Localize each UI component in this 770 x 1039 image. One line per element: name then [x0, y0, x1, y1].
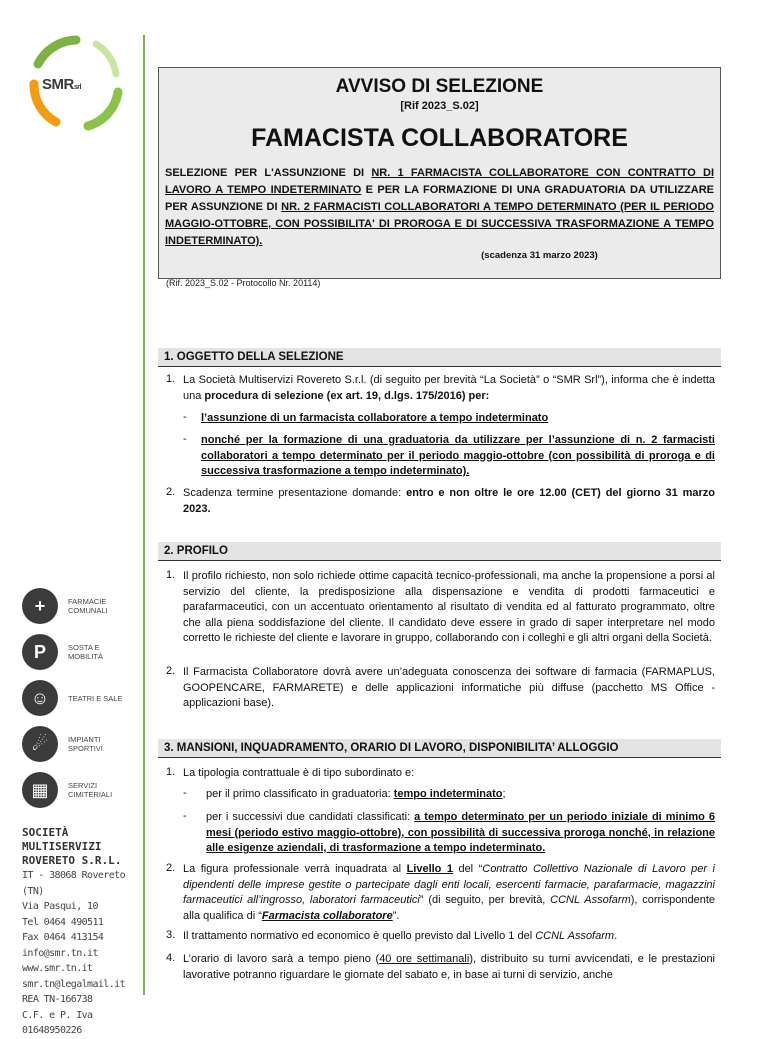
sidebar [0, 0, 145, 1036]
paragraph: Il profilo richiesto, non solo richiede ottime capacità tecnico-professionali, ma anche la propensione a porsi al servizio del cliente, la predisposizione alla dispensazione e vendita di prodotti farmaceutici e parafarmaceutici, con un accentuato orientamento al risultato di vendita ed al fatturato programmato, oltre che alla piena soddisfazione del cliente. Il candidato deve essere in grado di saper interpretare nel modo corretto le richieste del cliente e lavorare in gruppo, collaborando con i colleghi e gli altri organi della Società. [183, 570, 715, 644]
role-title: FAMACISTA COLLABORATORE [251, 124, 628, 152]
logo-text: SMRsrl [42, 76, 81, 93]
page-title: AVVISO DI SELEZIONE [335, 76, 544, 97]
paragraph: Il trattamento normativo ed economico è quello previsto dal Livello 1 del CCNL Assofarm. [183, 930, 618, 942]
selection-description: SELEZIONE PER L'ASSUNZIONE DI NR. 1 FARMACISTA COLLABORATORE CON CONTRATTO DI LAVORO A TEMPO INDETERMINATO E PER LA FORMAZIONE DI UNA GRADUATORIA DA UTILIZZARE PER ASSUNZIONE DI NR. 2 FARMACISTI COLLABORATORI A TEMPO DETERMINATO (PER IL PERIODO MAGGIO-OTTOBRE, CON POSSIBILITA' DI PROROGA E DI SUCCESSIVA TRASFORMAZIONE A TEMPO INDETERMINATO). [165, 167, 714, 247]
theater-masks-icon: ☺ [22, 680, 58, 716]
list-number: 4. [166, 952, 176, 964]
deadline: (scadenza 31 marzo 2023) [481, 250, 598, 261]
list-number: 1. [166, 373, 176, 385]
company-street: Via Pasqui, 10 [22, 901, 98, 912]
section-3-title: 3. MANSIONI, INQUADRAMENTO, ORARIO DI LAVORO, DISPONIBILITA’ ALLOGGIO [158, 739, 721, 758]
paragraph: L’orario di lavoro sarà a tempo pieno (40 ore settimanali), distribuito su turni avvicendati, e le prestazioni lavorative potranno riguardare le giornate del sabato e, in base ai turni di servizio, anche [183, 953, 715, 981]
company-name: ROVERETO S.R.L. [22, 854, 122, 867]
list-number: 2. [166, 486, 176, 498]
service-label: TEATRI E SALE [68, 693, 123, 703]
company-fax: Fax 0464 413154 [22, 932, 104, 943]
list-number: 2. [166, 862, 176, 874]
company-name: SOCIETÀ MULTISERVIZI [22, 826, 102, 853]
company-pec[interactable]: smr.tn@legalmail.it [22, 978, 125, 990]
service-cemetery [22, 772, 128, 808]
section-1-title: 1. OGGETTO DELLA SELEZIONE [158, 348, 721, 367]
service-label: SOSTA E MOBILITÀ [68, 643, 104, 661]
divider [143, 35, 145, 995]
section-2-title: 2. PROFILO [158, 542, 721, 561]
reference-code: [Rif 2023_S.02] [400, 100, 479, 112]
service-sports [22, 726, 128, 762]
list-number: 1. [166, 569, 176, 581]
dash: - [183, 433, 187, 445]
runner-icon: ☄ [22, 726, 58, 762]
dash: - [183, 787, 187, 799]
parking-icon: P [22, 634, 58, 670]
list-number: 3. [166, 929, 176, 941]
paragraph: La figura professionale verrà inquadrata al Livello 1 del “Contratto Collettivo Nazionale di Lavoro per i dipendenti delle imprese gestite o partecipate dagli enti locali, esercenti farmacie, parafarmacie, magazzini farmaceutici all’ingrosso, laboratori farmaceutici” (di seguito, per brevità, CCNL Assofarm), corrispondente alla qualifica di “Farmacista collaboratore”. [183, 863, 715, 922]
company-address: IT - 38068 Rovereto (TN) [22, 870, 125, 897]
company-vat: C.F. e P. Iva 01648950226 [22, 1009, 93, 1036]
service-label: IMPIANTI SPORTIVI [68, 735, 103, 753]
bullet-item: nonché per la formazione di una graduatoria da utilizzare per l’assunzione di n. 2 farmacisti collaboratori a tempo determinato per il periodo maggio-ottobre (con possibilità di proroga e di successiva trasformazione a tempo indeterminato). [201, 434, 715, 477]
service-parking [22, 634, 128, 670]
company-tel: Tel 0464 490511 [22, 916, 104, 928]
bullet-item: l’assunzione di un farmacista collaboratore a tempo indeterminato [201, 412, 549, 424]
bullet-item: per il primo classificato in graduatoria: tempo indeterminato; [206, 788, 506, 800]
bullet-item: per i successivi due candidati classificati: a tempo determinato per un periodo iniziale di minimo 6 mesi (periodo estivo maggio-ottobre), con possibilità di successiva proroga nonché, in relazione alle esigenze aziendali, di trasformazione a tempo indeterminato. [206, 811, 715, 854]
dash: - [183, 411, 187, 423]
paragraph: Il Farmacista Collaboratore dovrà avere un’adeguata conoscenza dei software di farmacia (FARMAPLUS, GOOPENCARE, FARMARETE) e delle applicazioni informatiche più diffuse (pacchetto MS Office - applicazioni base). [183, 666, 715, 709]
paragraph: La Società Multiservizi Rovereto S.r.l. (di seguito per brevità “La Società” o “SMR Srl”), informa che è indetta una procedura di selezione (ex art. 19, d.lgs. 175/2016) per: [183, 374, 715, 402]
company-rea: REA TN-166738 [22, 994, 93, 1005]
list-number: 2. [166, 665, 176, 677]
list-number: 1. [166, 766, 176, 778]
paragraph: Scadenza termine presentazione domande: entro e non oltre le ore 12.00 (CET) del giorno 31 marzo 2023. [183, 487, 716, 515]
paragraph: La tipologia contrattuale è di tipo subordinato e: [183, 767, 415, 779]
service-pharmacy [22, 588, 128, 624]
service-label: SERVIZI CIMITERIALI [68, 781, 113, 799]
header-box [158, 67, 721, 279]
service-theater [22, 680, 128, 716]
dash: - [183, 810, 187, 822]
company-email[interactable]: info@smr.tn.it [22, 947, 98, 959]
protocol-ref: (Rif. 2023_S.02 - Protocollo Nr. 20114) [166, 278, 321, 288]
cemetery-icon: ▦ [22, 772, 58, 808]
service-label: FARMACIE COMUNALI [68, 597, 108, 615]
company-website[interactable]: www.smr.tn.it [22, 963, 93, 974]
company-info [22, 826, 140, 1039]
pharmacy-cross-icon: + [22, 588, 58, 624]
